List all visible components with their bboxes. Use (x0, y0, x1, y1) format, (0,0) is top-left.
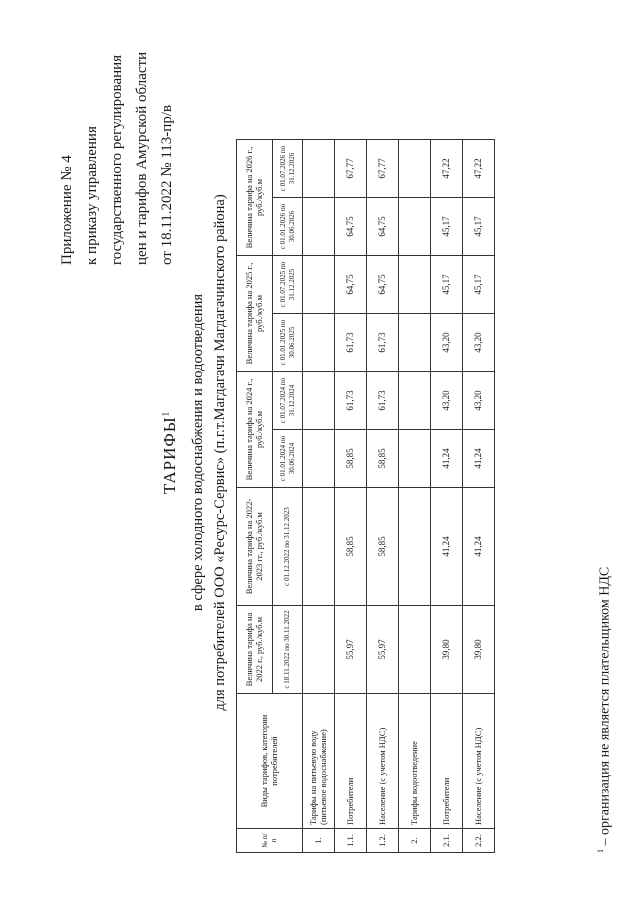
annex-line: государственного регулирования (109, 54, 125, 265)
footnote-text: – организация не является плательщиком НДС (597, 566, 613, 849)
title-text: ТАРИФЫ (160, 416, 179, 495)
document-subtitle: в сфере холодного водоснабжения и водоотведения (190, 293, 206, 612)
tariff-value-cell (303, 198, 335, 256)
period-header: с 18.11.2022 по 30.11.2022 (273, 606, 303, 694)
tariff-value-cell: 41,24 (463, 488, 495, 606)
footnote-mark: 1 (596, 849, 605, 853)
tariff-value-cell (303, 140, 335, 198)
tariff-value-cell: 45,17 (431, 256, 463, 314)
tariff-value-cell: 47,22 (431, 140, 463, 198)
annex-line: к приказу управления (84, 126, 100, 265)
annex-line: цен и тарифов Амурской области (134, 51, 150, 265)
footnote (596, 567, 614, 853)
tariff-value-cell: 67,77 (335, 140, 367, 198)
title-footnote-mark: 1 (160, 410, 171, 417)
tariff-value-cell: 45,17 (463, 198, 495, 256)
tariff-value-cell: 41,24 (431, 430, 463, 488)
column-group-header: Величина тарифа на 2024 г., руб./куб.м (237, 372, 273, 488)
tariff-value-cell: 55,97 (367, 606, 399, 694)
tariff-value-cell: 43,20 (463, 372, 495, 430)
tariff-value-cell: 43,20 (431, 372, 463, 430)
tariff-value-cell: 58,85 (367, 488, 399, 606)
tariff-value-cell: 58,85 (335, 430, 367, 488)
tariff-value-cell: 55,97 (335, 606, 367, 694)
tariff-value-cell: 64,75 (367, 198, 399, 256)
tariff-value-cell: 58,85 (367, 430, 399, 488)
row-category: Тарифы на питьевую воду (питьевое водоснабжение) (303, 694, 335, 829)
tariff-value-cell: 58,85 (335, 488, 367, 606)
row-number: 1. (303, 829, 335, 853)
tariff-value-cell (303, 430, 335, 488)
tariff-value-cell: 61,73 (367, 314, 399, 372)
document-subtitle-organization: для потребителей ООО «Ресурс-Сервис» (п.г.т.Магдагачи Магдагачинского района) (212, 194, 228, 711)
annex-line: Приложение № 4 (59, 155, 75, 265)
tariff-value-cell: 39,80 (463, 606, 495, 694)
tariff-value-cell (399, 430, 431, 488)
column-group-header: Величина тарифа на 2025 г., руб./куб.м (237, 256, 273, 372)
row-category: Тарифы водоотведение (399, 694, 431, 829)
row-category: Потребители (335, 694, 367, 829)
row-number: 1.1. (335, 829, 367, 853)
tariff-value-cell (303, 372, 335, 430)
period-header: с 01.07.2026 по 31.12.2026 (273, 140, 303, 198)
annex-line: от 18.11.2022 № 113-пр/в (159, 104, 175, 265)
tariff-value-cell: 64,75 (367, 256, 399, 314)
tariff-value-cell (303, 606, 335, 694)
tariff-table (236, 139, 495, 853)
tariff-value-cell: 64,75 (335, 198, 367, 256)
tariff-value-cell (399, 198, 431, 256)
table-row (463, 140, 495, 853)
period-header: с 01.07.2025 по 31.12.2025 (273, 256, 303, 314)
tariff-value-cell (303, 488, 335, 606)
tariff-value-cell (303, 314, 335, 372)
tariff-value-cell (399, 256, 431, 314)
tariff-value-cell: 43,20 (463, 314, 495, 372)
period-header: с 01.01.2024 по 30.06.2024 (273, 430, 303, 488)
table-row (431, 140, 463, 853)
tariff-value-cell: 67,77 (367, 140, 399, 198)
period-header: с 01.07.2024 по 31.12.2024 (273, 372, 303, 430)
tariff-value-cell (303, 256, 335, 314)
column-group-header: Величина тарифа на 2022 г., руб./куб.м (237, 606, 273, 694)
period-header: с 01.01.2025 по 30.06.2025 (273, 314, 303, 372)
tariff-value-cell (399, 372, 431, 430)
column-group-header: Величина тарифа на 2022-2023 гг., руб./куб.м (237, 488, 273, 606)
table-row (399, 140, 431, 853)
tariff-value-cell (399, 314, 431, 372)
column-header-category: Виды тарифов, категории потребителей (237, 694, 303, 829)
row-number: 1.2. (367, 829, 399, 853)
row-category: Потребители (431, 694, 463, 829)
period-header: с 01.01.2026 по 30.06.2026 (273, 198, 303, 256)
row-number: 2. (399, 829, 431, 853)
column-header-number: № п/п (237, 829, 303, 853)
tariff-value-cell: 47,22 (463, 140, 495, 198)
tariff-value-cell (399, 140, 431, 198)
tariff-value-cell: 61,73 (335, 314, 367, 372)
tariff-value-cell: 61,73 (335, 372, 367, 430)
tariff-value-cell: 43,20 (431, 314, 463, 372)
tariff-value-cell (399, 606, 431, 694)
document-title (160, 0, 180, 905)
row-number: 2.2. (463, 829, 495, 853)
tariff-value-cell: 61,73 (367, 372, 399, 430)
tariff-value-cell: 41,24 (463, 430, 495, 488)
tariff-value-cell: 45,17 (431, 198, 463, 256)
row-category: Население (с учетом НДС) (463, 694, 495, 829)
period-header: с 01.12.2022 по 31.12.2023 (273, 488, 303, 606)
table-row (335, 140, 367, 853)
tariff-value-cell: 41,24 (431, 488, 463, 606)
table-row (367, 140, 399, 853)
column-group-header: Величина тарифа на 2026 г., руб./куб.м (237, 140, 273, 256)
tariff-value-cell: 64,75 (335, 256, 367, 314)
row-number: 2.1. (431, 829, 463, 853)
row-category: Население (с учетом НДС) (367, 694, 399, 829)
table-row (303, 140, 335, 853)
tariff-value-cell (399, 488, 431, 606)
tariff-value-cell: 39,80 (431, 606, 463, 694)
tariff-value-cell: 45,17 (463, 256, 495, 314)
